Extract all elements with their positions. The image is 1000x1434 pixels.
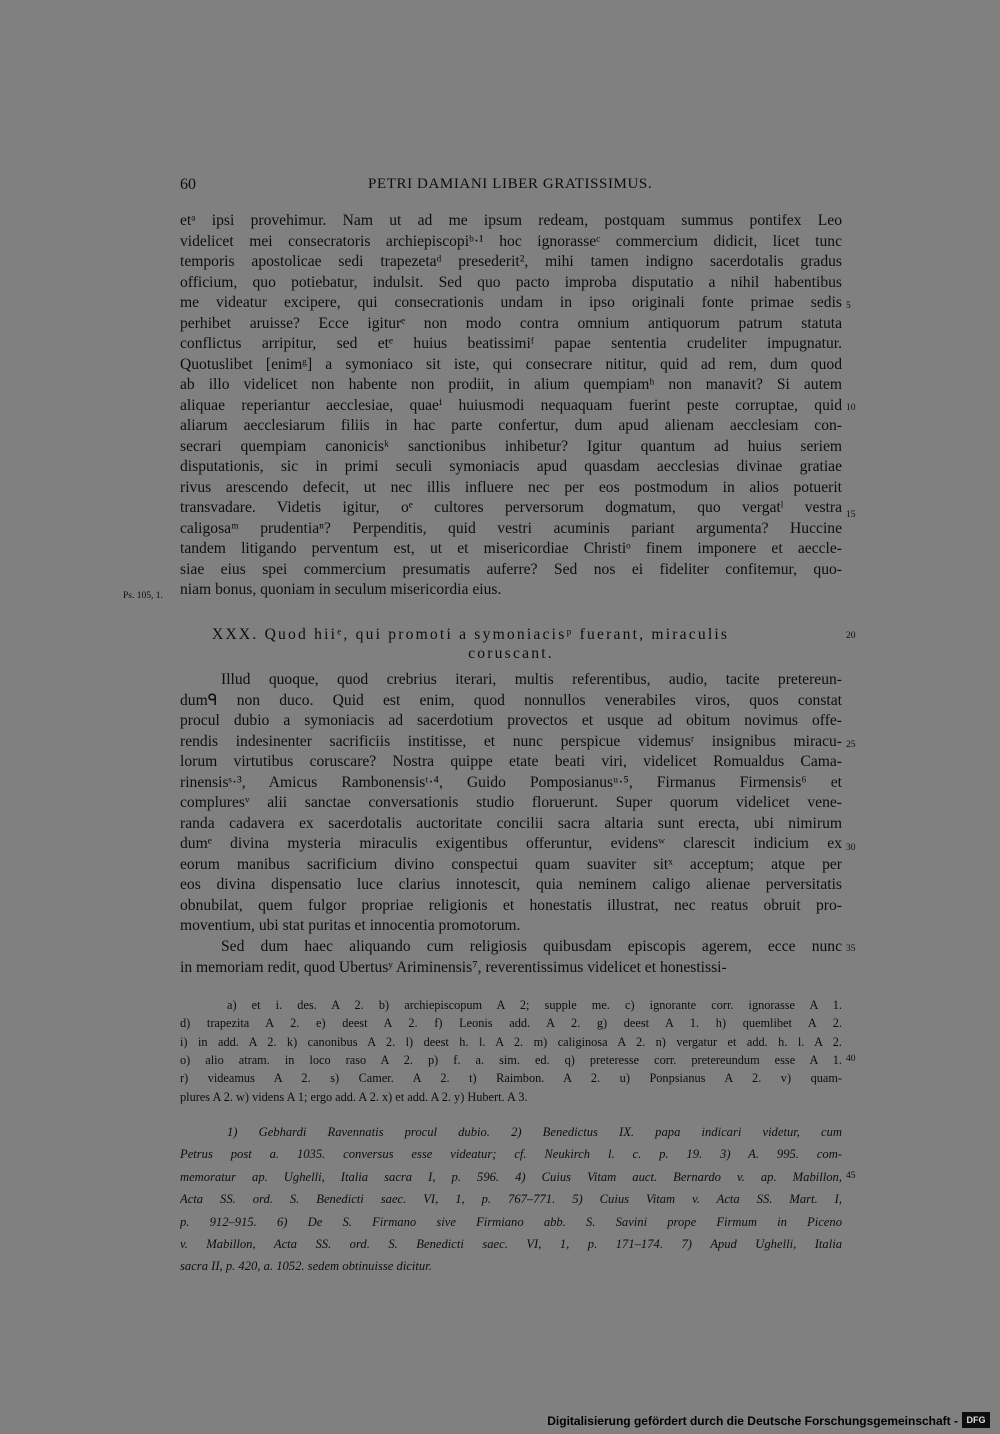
text-line: officium, quo potiebatur, indulsit. Sed quo pacto improba disputatio a nihil habentibus xyxy=(180,273,842,291)
text-line: aliquae reperiantur aecclesiae, quaeⁱ huiusmodi nequaquam fuerint peste corruptae, quid xyxy=(180,396,842,414)
text-line: disputationis, sic in primi seculi symoniacis apud quasdam aecclesias divinae gratiae xyxy=(180,458,842,475)
line-number: 10 xyxy=(846,403,856,413)
dfg-logo: DFG xyxy=(962,1412,990,1428)
line-number: 30 xyxy=(846,843,856,853)
note-line: Petrus post a. 1035. conversus esse videatur; cf. Neukirch l. c. p. 19. 3) A. 995. com- xyxy=(180,1147,842,1162)
apparatus-line: d) trapezita A 2. e) deest A 2. f) Leonis add. A 2. g) deest A 1. h) quemlibet A 2. xyxy=(180,1016,842,1031)
apparatus-line: a) et i. des. A 2. b) archiepiscopum A 2; supple me. c) ignorante corr. ignorasse A 1. xyxy=(227,998,842,1012)
text-line: niam bonus, quoniam in seculum misericordia eius. xyxy=(180,581,502,598)
apparatus-line: plures A 2. w) videns A 1; ergo add. A 2. x) et add. A 2. y) Hubert. A 3. xyxy=(180,1089,528,1104)
text-line: eos divina dispensatio luce clarius innotescit, quia neminem caligo alienae perversitatis xyxy=(180,876,842,893)
text-line: eorum manibus sacrificium divino conspectui quam suaviter sitˣ acceptum; atque per xyxy=(180,855,842,873)
apparatus-line: o) alio atram. in loco raso A 2. p) f. a. sim. ed. q) preteresse corr. pretereundum esse A 1. xyxy=(180,1052,842,1067)
text-line: Sed dum haec aliquando cum religiosis quibusdam episcopis agerem, ecce nunc xyxy=(221,938,842,955)
line-number: 35 xyxy=(846,944,856,954)
text-line: obnubilat, quem fulgor propriae religionis et honestatis illustrat, nec reatus obruit pro- xyxy=(180,896,842,914)
text-line: rivus arescendo defecit, ut nec illis influere nec per eos postmodum in alios potuerit xyxy=(180,478,842,496)
line-number: 45 xyxy=(846,1171,856,1181)
note-line: memoratur ap. Ughelli, Italia sacra I, p. 596. 4) Cuius Vitam auct. Bernardo v. ap. Mabillon, xyxy=(180,1169,842,1184)
line-number: 15 xyxy=(846,510,856,520)
text-line: moventium, ubi stat puritas et innocentia promotorum. xyxy=(180,917,521,934)
chapter-heading-continued: coruscant. xyxy=(468,645,554,662)
text-line: Illud quoque, quod crebrius iterari, multis referentibus, audio, tacite pretereun- xyxy=(221,671,842,688)
note-line: v. Mabillon, Acta SS. ord. S. Benedicti saec. VI, 1, p. 171–174. 7) Apud Ughelli, Italia xyxy=(180,1237,842,1251)
margin-note: Ps. 105, 1. xyxy=(123,591,163,601)
text-line: procul dubio a symoniacis ad sacerdotium provectos et usque ad obitum novimus offe- xyxy=(180,712,842,729)
text-line: aliarum aecclesiarum filiis in hac parte confertur, dum apud alienam aecclesiam con- xyxy=(180,417,842,434)
text-line: perhibet aruisse? Ecce igiturᵉ non modo contra omnium antiquorum patrum statuta xyxy=(180,314,842,332)
line-number: 20 xyxy=(846,631,856,641)
line-number: 40 xyxy=(846,1054,856,1064)
text-line: caligosaᵐ prudentiaⁿ? Perpenditis, quid vestri acuminis pariant argumenta? Huccine xyxy=(180,519,842,537)
note-line: Acta SS. ord. S. Benedicti saec. VI, 1, p. 767–771. 5) Cuius Vitam v. Acta SS. Mart. I, xyxy=(180,1192,842,1207)
text-line: tandem litigando perventum est, ut et misericordiae Christiᵒ finem imponere et aeccle- xyxy=(180,540,842,557)
text-line: randa cadavera ex sacerdotalis auctoritate concilii sacra altaria sunt erecta, ubi nimirum xyxy=(180,814,842,832)
note-line: 1) Gebhardi Ravennatis procul dubio. 2) Benedictus IX. papa indicari videtur, cum xyxy=(227,1125,842,1139)
text-line: dumᑫ non duco. Quid est enim, quod nonnullos venerabiles viros, quos constat xyxy=(180,691,842,709)
text-line: me videatur excipere, qui consecrationis undam in ipso originali fonte primae sedis xyxy=(180,294,842,311)
line-number: 5 xyxy=(846,301,851,311)
text-line: in memoriam redit, quod Ubertusʸ Ariminensis⁷, reverentissimus videlicet et honestissi- xyxy=(180,958,727,976)
apparatus-line: r) videamus A 2. s) Camer. A 2. t) Raimbon. A 2. u) Ponpsianus A 2. v) quam- xyxy=(180,1071,842,1086)
page-number: 60 xyxy=(180,176,196,193)
footer-credit: Digitalisierung gefördert durch die Deutsche Forschungsgemeinschaft - xyxy=(547,1414,958,1428)
text-line: transvadare. Videtis igitur, oᵉ cultores perversorum dogmatum, quo vergatˡ vestra xyxy=(180,499,842,516)
text-line: secrari quempiam canonicisᵏ sanctionibus inhibetur? Igitur quantum ad huius seriem xyxy=(180,437,842,455)
text-line: dumᵉ divina mysteria miraculis exigentibus offeruntur, evidensʷ clarescit indicium ex xyxy=(180,835,842,852)
text-line: etᵃ ipsi provehimur. Nam ut ad me ipsum redeam, postquam summus pontifex Leo xyxy=(180,212,842,229)
note-line: sacra II, p. 420, a. 1052. sedem obtinuisse dicitur. xyxy=(180,1259,432,1274)
text-line: rinensisˢ·³, Amicus Rambonensisᵗ·⁴, Guido Pomposianusᵘ·⁵, Firmanus Firmensis⁶ et xyxy=(180,773,842,791)
chapter-heading: XXX. Quod hiiᵉ, qui promoti a symoniacisᵖ fuerant, miraculis xyxy=(212,626,730,643)
text-line: conflictus arripitur, sed etᵉ huius beatissimiᶠ papae sententia crudeliter impugnatur. xyxy=(180,335,842,352)
running-title: PETRI DAMIANI LIBER GRATISSIMUS. xyxy=(368,176,653,192)
line-number: 25 xyxy=(846,740,856,750)
text-line: rendis indesinenter sacrificiis institisse, et nunc perspicue videmusʳ insignibus miracu- xyxy=(180,732,842,750)
text-line: videlicet mei consecratoris archiepiscopiᵇ·¹ hoc ignorasseᶜ commercium didicit, licet tunc xyxy=(180,232,842,250)
text-line: lorum virtutibus coruscare? Nostra quippe etate beati viri, videlicet Romualdus Cama- xyxy=(180,753,842,770)
text-line: siae eius spei commercium presumatis auferre? Sed nos ei fideliter confitemur, quo- xyxy=(180,560,842,578)
text-line: compluresᵛ alii sanctae conversationis studio floruerunt. Super quorum videlicet vene- xyxy=(180,794,842,811)
apparatus-line: i) in add. A 2. k) canonibus A 2. l) deest h. l. A 2. m) caliginosa A 2. n) vergatur et add. h. l. A 2. xyxy=(180,1034,842,1049)
note-line: p. 912–915. 6) De S. Firmano sive Firmiano abb. S. Savini prope Firmum in Piceno xyxy=(180,1214,842,1229)
text-line: Quotuslibet [enimᵍ] a symoniaco sit iste, qui consecrare nititur, quid ad rem, dum quod xyxy=(180,355,842,373)
text-line: temporis apostolicae sedi trapezetaᵈ presederit², mihi tamen indigno sacerdotalis gradus xyxy=(180,253,842,270)
text-line: ab illo videlicet non habente non prodiit, in alium quempiamʰ non manavit? Si autem xyxy=(180,376,842,393)
